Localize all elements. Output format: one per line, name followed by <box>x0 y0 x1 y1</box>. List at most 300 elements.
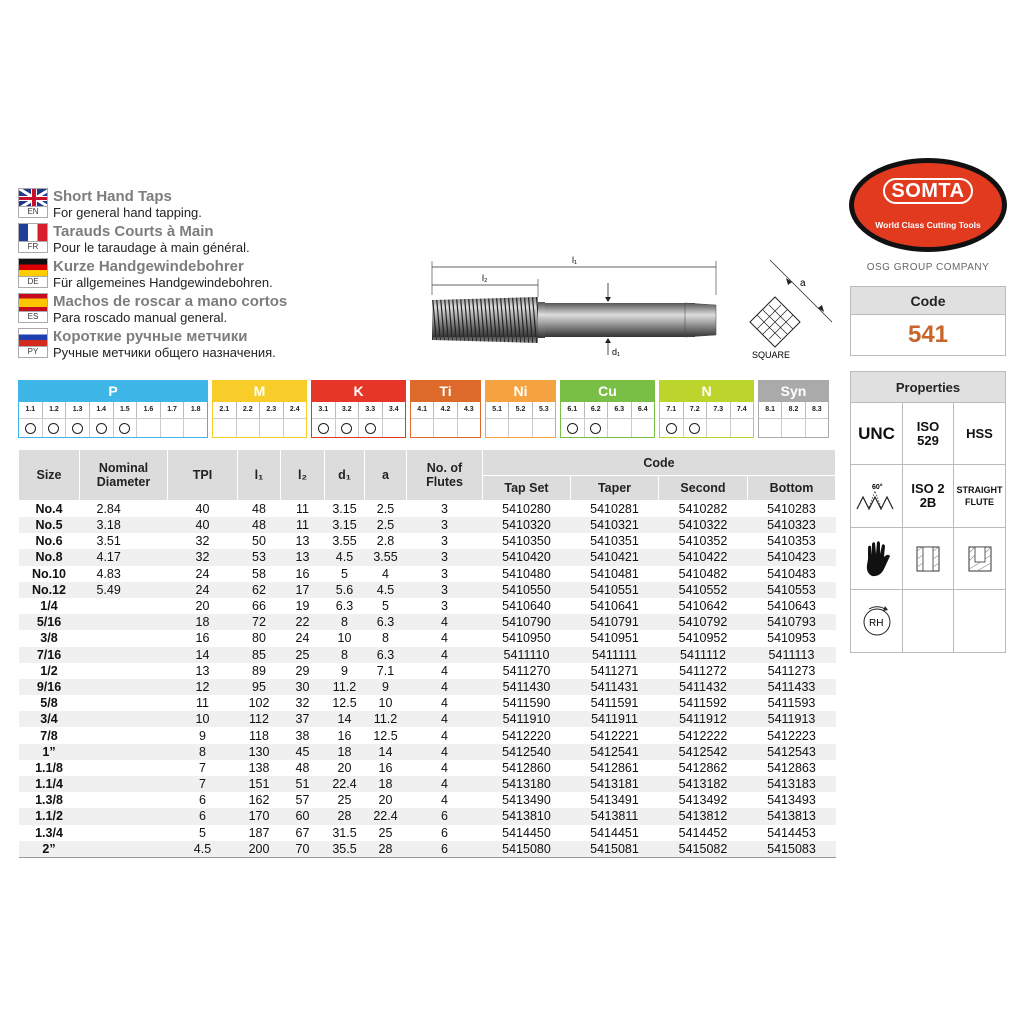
cell-l1: 72 <box>238 614 281 630</box>
cell-tpi: 10 <box>168 711 238 727</box>
cell-a: 6.3 <box>365 614 407 630</box>
material-subgroup-label: 1.2 <box>43 402 67 418</box>
product-subtitle: Ручные метчики общего назначения. <box>53 345 276 360</box>
material-subgroup-label: 1.1 <box>19 402 43 418</box>
cell-tpi: 11 <box>196 696 209 711</box>
cell-flutes: 4 <box>441 760 448 775</box>
cell-l1: 62 <box>238 582 281 598</box>
cell-taper: 5410321 <box>571 517 659 533</box>
product-title: Kurze Handgewindebohrer <box>53 258 244 275</box>
cell-a: 4 <box>382 566 389 581</box>
cell-tapset: 5410480 <box>502 566 551 581</box>
cell-d1: 28 <box>325 808 365 824</box>
material-subgroup-label: 5.1 <box>486 402 509 418</box>
cell-taper: 5410351 <box>590 534 639 549</box>
cell-d1: 18 <box>325 744 365 760</box>
cell-l2: 19 <box>295 599 310 614</box>
cell-taper: 5410281 <box>590 502 639 516</box>
rotation-label: RH <box>868 618 883 629</box>
table-row <box>19 517 836 533</box>
cell-bottom: 5413183 <box>748 776 836 792</box>
cell-l2: 22 <box>281 614 325 630</box>
language-code: PY <box>18 347 48 358</box>
cell-tapset: 5410320 <box>483 517 571 533</box>
cell-tapset: 5411270 <box>502 663 551 678</box>
cell-second: 5412542 <box>659 744 748 760</box>
material-group-label: Syn <box>759 381 828 402</box>
cell-size: No.4 <box>35 502 63 516</box>
cell-second: 5413182 <box>659 776 748 792</box>
material-subgroup-label: 4.2 <box>434 402 457 418</box>
cell-taper: 5413491 <box>590 793 639 808</box>
suitability-cell <box>43 418 67 437</box>
table-row <box>19 841 836 858</box>
cell-size: 1.3/8 <box>35 793 63 808</box>
cell-a: 5 <box>382 599 389 614</box>
material-group-label: N <box>660 381 753 402</box>
cell-tpi: 40 <box>195 502 210 516</box>
cell-flutes: 3 <box>441 599 448 614</box>
cell-l1: 48 <box>238 517 281 533</box>
cell-nominal <box>80 663 168 679</box>
cell-nominal <box>80 711 168 727</box>
cell-size: No.10 <box>31 566 67 581</box>
product-subtitle: Pour le taraudage à main général. <box>53 240 250 255</box>
table-row <box>19 695 836 711</box>
cell-size: 7/8 <box>40 728 58 743</box>
right-hand-rotation-icon <box>851 590 903 652</box>
cell-bottom: 5414453 <box>767 825 816 840</box>
cell-nominal <box>80 825 168 841</box>
cell-d1: 22.4 <box>325 776 365 792</box>
cell-d1: 14 <box>325 711 365 727</box>
suitable-circle-icon <box>318 423 329 434</box>
cell-tapset: 5414450 <box>502 825 551 840</box>
suitability-cell <box>284 418 307 437</box>
cell-l1: 130 <box>238 744 281 760</box>
cell-l1: 85 <box>238 647 281 663</box>
group-company-label: OSG GROUP COMPANY <box>866 262 990 273</box>
header-tpi: TPI <box>168 450 238 501</box>
cell-taper: 5411431 <box>571 679 659 695</box>
suitability-cell <box>707 418 731 437</box>
cell-nominal <box>80 679 168 695</box>
header-l1: l₁ <box>238 450 281 501</box>
cell-taper: 5413181 <box>571 776 659 792</box>
cell-nominal <box>80 647 168 663</box>
cell-l2: 30 <box>281 679 325 695</box>
product-title: Tarauds Courts à Main <box>53 223 214 240</box>
cell-second: 5410792 <box>659 614 748 630</box>
cell-second: 5410642 <box>678 599 728 614</box>
cell-l2: 57 <box>295 793 310 808</box>
material-subgroup-label: 8.1 <box>759 402 782 418</box>
suitable-circle-icon <box>341 423 352 434</box>
cell-taper: 5412541 <box>571 744 659 760</box>
cell-bottom: 5410283 <box>767 502 816 516</box>
cell-size: No.5 <box>19 517 80 533</box>
cell-l2: 45 <box>281 744 325 760</box>
cell-l2: 37 <box>281 711 325 727</box>
cell-a: 4.5 <box>365 582 407 598</box>
cell-nominal <box>80 760 168 776</box>
suitability-cell <box>336 418 360 437</box>
cell-flutes: 4 <box>407 711 483 727</box>
cell-size: No.6 <box>35 534 63 549</box>
cell-nominal: 3.51 <box>96 534 121 549</box>
table-row <box>19 614 836 630</box>
properties-panel <box>850 371 1006 653</box>
cell-second: 5415082 <box>659 841 748 858</box>
header-code: Code <box>483 450 836 476</box>
cell-nominal: 4.83 <box>96 566 121 581</box>
product-subtitle: For general hand tapping. <box>53 205 202 220</box>
cell-tpi: 20 <box>195 599 210 614</box>
cell-tpi: 6 <box>199 793 206 808</box>
thread-angle-icon <box>851 465 903 528</box>
cell-d1: 4.5 <box>325 549 365 565</box>
blind-hole-icon <box>954 528 1005 590</box>
material-group-syn <box>758 380 829 438</box>
cell-flutes: 3 <box>407 549 483 565</box>
suitable-circle-icon <box>25 423 36 434</box>
cell-tapset: 5410790 <box>483 614 571 630</box>
material-subgroup-label: 1.5 <box>114 402 138 418</box>
cell-bottom: 5412863 <box>767 760 816 775</box>
cell-tapset: 5412220 <box>502 728 551 743</box>
cell-size: No.8 <box>19 549 80 565</box>
material-group-k <box>311 380 406 438</box>
suitability-cell <box>137 418 161 437</box>
cell-bottom: 5411593 <box>767 696 816 711</box>
code-box-label: Code <box>851 287 1005 315</box>
cell-a: 16 <box>378 760 393 775</box>
cell-a: 11.2 <box>365 711 407 727</box>
cell-d1: 20 <box>337 760 352 775</box>
product-title: Короткие ручные метчики <box>53 328 248 345</box>
cell-second: 5410282 <box>678 502 728 516</box>
cell-taper: 5411111 <box>571 647 659 663</box>
cell-l2: 13 <box>281 549 325 565</box>
cell-tapset: 5410350 <box>502 534 551 549</box>
table-row <box>19 760 836 776</box>
suitability-cell <box>312 418 336 437</box>
suitability-cell <box>359 418 383 437</box>
header-a: a <box>365 450 407 501</box>
cell-bottom: 5413813 <box>748 808 836 824</box>
header-bottom: Bottom <box>748 476 836 501</box>
header-tapset: Tap Set <box>483 476 571 501</box>
square-section-icon <box>750 260 832 347</box>
cell-tapset: 5412540 <box>483 744 571 760</box>
cell-second: 5411912 <box>659 711 748 727</box>
cell-l1: 170 <box>238 808 281 824</box>
cell-flutes: 6 <box>407 808 483 824</box>
cell-l1: 80 <box>252 631 266 646</box>
material-subgroup-label: 6.3 <box>608 402 632 418</box>
material-subgroup-label: 1.8 <box>190 406 201 413</box>
cell-bottom: 5411273 <box>767 663 816 678</box>
title-block <box>18 188 418 363</box>
cell-flutes: 6 <box>441 825 448 840</box>
cell-d1: 10 <box>337 631 352 646</box>
cell-flutes: 4 <box>441 793 448 808</box>
material-subgroup-label: 8.3 <box>811 406 822 413</box>
cell-bottom: 5411113 <box>748 647 836 663</box>
cell-tpi: 18 <box>168 614 238 630</box>
material-subgroup-label: 5.2 <box>509 402 532 418</box>
material-subgroup-label: 3.3 <box>359 402 383 418</box>
cell-l1: 162 <box>248 793 270 808</box>
suitable-circle-icon <box>590 423 601 434</box>
thread-type: UNC <box>851 403 903 465</box>
cell-l1: 58 <box>252 566 266 581</box>
cell-tapset: 5411590 <box>502 696 551 711</box>
cell-nominal <box>80 727 168 743</box>
cell-l1: 66 <box>252 599 266 614</box>
l1-label: l₁ <box>572 255 578 265</box>
suitability-cell <box>411 418 434 437</box>
material-subgroup-label: 7.2 <box>684 402 708 418</box>
title-row-de <box>18 258 418 293</box>
cell-flutes: 6 <box>407 841 483 858</box>
d1-label: d₁ <box>612 347 621 357</box>
germany-flag-icon <box>18 258 48 277</box>
cell-size: 1.1/2 <box>19 808 80 824</box>
cell-tpi: 4.5 <box>168 841 238 858</box>
title-row-es <box>18 293 418 328</box>
cell-tpi: 13 <box>195 663 210 678</box>
material-subgroup-label: 1.3 <box>66 402 90 418</box>
material-subgroup-label: 3.2 <box>336 402 360 418</box>
cell-d1: 6.3 <box>335 599 354 614</box>
cell-taper: 5410641 <box>590 599 639 614</box>
material-subgroup-label: 4.3 <box>463 406 474 413</box>
suitability-cell <box>806 418 828 437</box>
suitable-circle-icon <box>119 423 130 434</box>
table-row <box>19 711 836 727</box>
material-group-label: Ti <box>411 381 480 402</box>
cell-d1: 3.15 <box>332 502 357 516</box>
header-size: Size <box>19 450 80 501</box>
product-subtitle: Für allgemeines Handgewindebohren. <box>53 275 273 290</box>
language-code: FR <box>18 242 48 253</box>
table-row <box>19 744 836 760</box>
cell-a: 8 <box>382 631 389 646</box>
cell-l2: 11 <box>281 517 325 533</box>
cell-tpi: 32 <box>168 549 238 565</box>
cell-flutes: 4 <box>441 663 448 678</box>
cell-flutes: 3 <box>441 534 448 549</box>
table-row <box>19 630 836 646</box>
material-groups <box>18 380 829 438</box>
cell-d1: 25 <box>337 793 352 808</box>
cell-d1: 8 <box>325 647 365 663</box>
cell-taper: 5411911 <box>571 711 659 727</box>
cell-taper: 5411271 <box>590 663 639 678</box>
cell-l1: 187 <box>248 825 270 840</box>
material-subgroup-label: 5.3 <box>538 406 549 413</box>
cell-taper: 5410481 <box>590 566 639 581</box>
cell-nominal: 3.18 <box>80 517 168 533</box>
flute-type: STRAIGHT FLUTE <box>954 465 1005 528</box>
cell-tpi: 24 <box>195 566 210 581</box>
product-title: Machos de roscar a mano cortos <box>53 293 288 310</box>
cell-d1: 5 <box>341 566 348 581</box>
cell-tapset: 5411910 <box>483 711 571 727</box>
language-code: DE <box>18 277 48 288</box>
material-group-label: M <box>213 381 306 402</box>
language-code: EN <box>18 207 48 218</box>
uk-flag-icon <box>18 188 48 207</box>
cell-tpi: 40 <box>168 517 238 533</box>
cell-l2: 51 <box>281 776 325 792</box>
cell-l2: 11 <box>296 502 309 516</box>
cell-l2: 13 <box>295 534 310 549</box>
tap-square-end <box>685 303 716 337</box>
cell-taper: 5412861 <box>590 760 639 775</box>
cell-size: 5/16 <box>19 614 80 630</box>
cell-l1: 118 <box>249 728 269 743</box>
cell-l1: 50 <box>252 534 266 549</box>
material-subgroup-label: 3.1 <box>312 402 336 418</box>
product-title: Short Hand Taps <box>53 188 172 205</box>
cell-second: 5411112 <box>659 647 748 663</box>
suitable-circle-icon <box>365 423 376 434</box>
cell-a: 3.55 <box>365 549 407 565</box>
cell-d1: 3.55 <box>332 534 357 549</box>
logo-tagline: World Class Cutting Tools <box>875 220 981 230</box>
cell-bottom: 5410483 <box>767 566 816 581</box>
cell-tapset: 5415080 <box>483 841 571 858</box>
material-subgroup-label: 4.1 <box>411 402 434 418</box>
cell-second: 5411432 <box>659 679 748 695</box>
cell-bottom: 5412543 <box>748 744 836 760</box>
cell-tapset: 5411430 <box>483 679 571 695</box>
suitability-cell <box>260 418 284 437</box>
cell-tpi: 9 <box>199 728 206 743</box>
suitability-cell <box>458 418 480 437</box>
cell-tpi: 12 <box>168 679 238 695</box>
cell-a: 9 <box>365 679 407 695</box>
cell-size: 1.3/4 <box>35 825 63 840</box>
code-box <box>850 286 1006 356</box>
cell-second: 5413492 <box>678 793 728 808</box>
cell-second: 5411272 <box>679 663 727 678</box>
suitability-cell <box>161 418 185 437</box>
header-second: Second <box>659 476 748 501</box>
cell-taper: 5414451 <box>590 825 639 840</box>
cell-bottom: 5413493 <box>767 793 816 808</box>
suitability-cell <box>759 418 782 437</box>
cell-d1: 11.2 <box>325 679 365 695</box>
material-subgroup-label: 6.2 <box>585 402 609 418</box>
cell-taper: 5413811 <box>571 808 659 824</box>
suitability-cell <box>486 418 509 437</box>
a-label: a <box>800 278 806 289</box>
header-l2: l₂ <box>281 450 325 501</box>
table-row <box>19 776 836 792</box>
product-table <box>18 449 836 858</box>
cell-l2: 29 <box>295 663 310 678</box>
material-group-label: Ni <box>486 381 555 402</box>
logo-brand: SOMTA <box>883 178 972 204</box>
table-row <box>19 679 836 695</box>
material-subgroup-label: 7.4 <box>736 406 747 413</box>
material-subgroup-label: 8.2 <box>782 402 805 418</box>
suitability-cell <box>434 418 457 437</box>
title-row-fr <box>18 223 418 258</box>
cell-size: 1.1/8 <box>35 760 63 775</box>
material-group-ni <box>485 380 556 438</box>
hand-tapping-icon <box>851 528 903 590</box>
suitable-circle-icon <box>72 423 83 434</box>
cell-d1: 16 <box>337 728 352 743</box>
cell-tpi: 24 <box>168 582 238 598</box>
properties-label: Properties <box>851 372 1005 403</box>
cell-size: 1/4 <box>40 599 58 614</box>
table-row <box>19 647 836 663</box>
material-group-label: Cu <box>561 381 654 402</box>
material-subgroup-label: 6.4 <box>637 406 648 413</box>
material-group-ti <box>410 380 481 438</box>
cell-bottom: 5410953 <box>767 631 816 646</box>
cell-second: 5410352 <box>678 534 728 549</box>
cell-flutes: 3 <box>407 517 483 533</box>
cell-a: 12.5 <box>373 728 398 743</box>
cell-tapset: 5413810 <box>483 808 571 824</box>
table-row <box>19 598 836 614</box>
cell-tpi: 5 <box>199 825 206 840</box>
cell-a: 14 <box>365 744 407 760</box>
material-group-cu <box>560 380 655 438</box>
table-row <box>19 566 836 582</box>
suitability-cell <box>383 418 406 437</box>
cell-second: 5413812 <box>659 808 748 824</box>
cell-d1: 9 <box>341 663 348 678</box>
cell-size: 9/16 <box>19 679 80 695</box>
cell-second: 5410552 <box>659 582 748 598</box>
cell-bottom: 5410643 <box>767 599 816 614</box>
table-row <box>19 663 836 679</box>
table-row <box>19 727 836 743</box>
standard-label: ISO 529 <box>903 403 954 465</box>
square-label: SQUARE <box>752 350 791 360</box>
somta-logo <box>849 158 1007 252</box>
cell-tapset: 5410420 <box>483 549 571 565</box>
cell-l2: 38 <box>295 728 310 743</box>
title-row-ru <box>18 328 418 363</box>
cell-bottom: 5411433 <box>748 679 836 695</box>
suitability-cell <box>509 418 532 437</box>
product-subtitle: Para roscado manual general. <box>53 310 228 325</box>
suitable-circle-icon <box>689 423 700 434</box>
cell-size: 3/4 <box>19 711 80 727</box>
cell-flutes: 4 <box>407 776 483 792</box>
cell-bottom: 5410353 <box>767 534 816 549</box>
material-subgroup-label: 3.4 <box>388 406 399 413</box>
cell-bottom: 5415083 <box>748 841 836 858</box>
cell-a: 28 <box>365 841 407 858</box>
cell-a: 22.4 <box>365 808 407 824</box>
cell-l1: 89 <box>252 663 266 678</box>
cell-nominal <box>80 630 168 646</box>
cell-l1: 138 <box>248 760 270 775</box>
material-group-n <box>659 380 754 438</box>
cell-d1: 3.15 <box>325 517 365 533</box>
cell-flutes: 4 <box>407 647 483 663</box>
cell-flutes: 4 <box>407 679 483 695</box>
